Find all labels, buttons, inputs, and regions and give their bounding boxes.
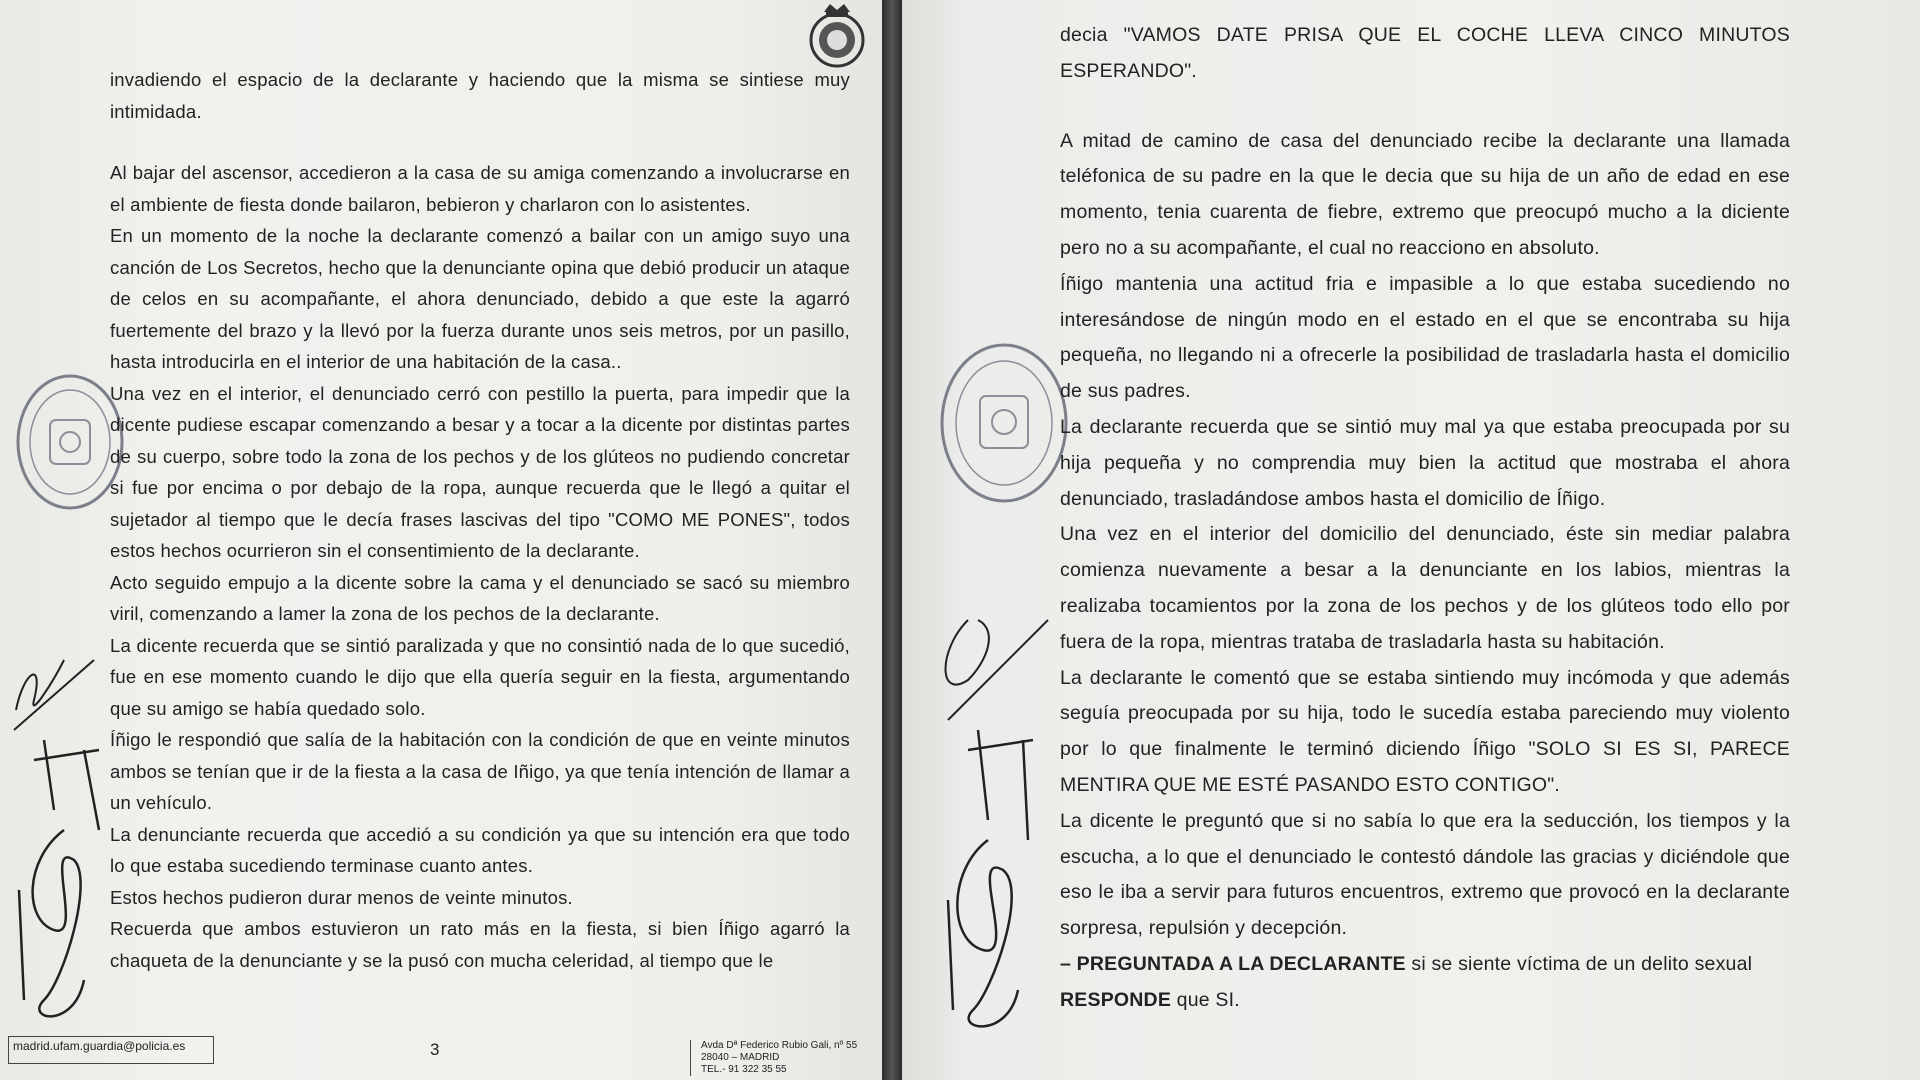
footer-address <box>690 1040 882 1076</box>
signature-icon <box>4 600 114 1040</box>
left-page-body <box>110 64 850 976</box>
official-stamp-icon <box>938 340 1070 506</box>
paragraph: La declarante le comentó que se estaba sintiendo muy incómoda y que además seguía preocupada por su hija, todo le sucedía estaba pareciendo muy violento por lo que finalmente le terminó diciendo Íñigo "SOLO SI ES SI, PARECE MENTIRA QUE ME ESTÉ PASANDO ESTO CONTIGO". <box>1060 666 1790 796</box>
final-question <box>1060 947 1790 983</box>
paragraph: Acto seguido empujo a la dicente sobre la cama y el denunciado se sacó su miembro viril, comenzando a lamer la zona de los pechos de la declarante. <box>110 571 850 624</box>
page-number: 3 <box>430 1040 440 1059</box>
paragraph: Al bajar del ascensor, accedieron a la casa de su amiga comenzando a involucrarse en el ambiente de fiesta donde bailaron, bebieron y charlaron con lo asistentes. <box>110 162 850 215</box>
paragraph: La declarante recuerda que se sintió muy mal ya que estaba preocupada por su hija pequeña y no comprendia muy bien la actitud que mostraba el ahora denunciado, trasladándose ambos hasta el domicilio de Íñigo. <box>1060 415 1790 510</box>
address-line: 28040 – MADRID <box>701 1052 780 1063</box>
paragraph: Una vez en el interior, el denunciado cerró con pestillo la puerta, para impedir que la dicente pudiese escapar comenzando a besar y a tocar a la dicente por distintas partes de su cuerpo, sobre todo la zona de los pechos y de los glúteos no pudiendo concretar si fue por encima o por debajo de la ropa, aunque recuerda que le llegó a quitar el sujetador al tiempo que le decía frases lascivas del tipo "COMO ME PONES", todos estos hechos ocurrieron sin el consentimiento de la declarante. <box>110 382 850 561</box>
address-line: Avda Dª Federico Rubio Gali, nº 55 <box>701 1040 858 1051</box>
signature-icon <box>928 560 1058 1040</box>
paragraph: Íñigo le respondió que salía de la habitación con la condición de que en veinte minutos ambos se tenían que ir de la fiesta a la casa de Iñigo, ya que tenía intención de llamar a un vehículo. <box>110 729 850 813</box>
paragraph: Una vez en el interior del domicilio del denunciado, éste sin mediar palabra comienza nuevamente a besar a la denunciante en los labios, mientras la realizaba tocamientos por la zona de los pechos y de los glúteos todo ello por fuera de la ropa, mientras trataba de trasladarla hasta su habitación. <box>1060 523 1790 653</box>
police-crest-icon <box>806 0 868 70</box>
paragraph: La dicente le preguntó que si no sabía lo que era la seducción, los tiempos y la escucha, a lo que el denunciado le contestó dándole las gracias y diciéndole que eso le iba a servir para futuros encuentros, extremo que provocó en la declarante sorpresa, repulsión y decepción. <box>1060 809 1790 940</box>
response-label: RESPONDE <box>1060 988 1172 1011</box>
left-document-page <box>0 0 882 1080</box>
response-text: que SI. <box>1171 988 1240 1011</box>
final-response <box>1060 983 1790 1019</box>
paragraph: Recuerda que ambos estuvieron un rato más en la fiesta, si bien Íñigo agarró la chaqueta de la denunciante y se la pusó con mucha celeridad, al tiempo que le <box>110 918 850 971</box>
question-text: si se siente víctima de un delito sexual <box>1405 952 1753 975</box>
paragraph: Íñigo mantenia una actitud fria e impasible a lo que estaba sucediendo no interesándose de ningún modo en el estado en el que se encontraba su hija pequeña, no llegando ni a ofrecerle la posibilidad de trasladarla hasta el domicilio de sus padres. <box>1060 272 1790 403</box>
paragraph: La denunciante recuerda que accedió a su condición ya que su intención era que todo lo que estaba sucediendo terminase cuanto antes. <box>110 823 850 876</box>
paragraph: Estos hechos pudieron durar menos de veinte minutos. <box>110 886 573 908</box>
page-gutter <box>882 0 902 1080</box>
paragraph: A mitad de camino de casa del denunciado recibe la declarante una llamada teléfonica de su padre en la que le decia que su hija de un año de edad en ese momento, tenia cuarenta de fiebre, extremo que preocupó mucho a la diciente pero no a su acompañante, el cual no reacciono en absoluto. <box>1060 129 1790 259</box>
footer-email: madrid.ufam.guardia@policia.es <box>8 1036 214 1064</box>
paragraph: decia "VAMOS DATE PRISA QUE EL COCHE LLEVA CINCO MINUTOS ESPERANDO". <box>1060 24 1790 82</box>
right-page-body <box>1060 18 1790 1019</box>
paragraph: La dicente recuerda que se sintió paralizada y que no consintió nada de lo que sucedió, fue en ese momento cuando le dijo que ella quería seguir en la fiesta, argumentando que su amigo se había quedado solo. <box>110 634 850 719</box>
address-line: TEL.- 91 322 35 55 <box>701 1064 787 1075</box>
question-label: – PREGUNTADA A LA DECLARANTE <box>1060 952 1406 975</box>
paragraph: En un momento de la noche la declarante comenzó a bailar con un amigo suyo una canción de Los Secretos, hecho que la denunciante opina que debió producir un ataque de celos en su acompañante, el ahora denunciado, debido a que este la agarró fuertemente del brazo y la llevó por la fuerza durante unos seis metros, por un pasillo, hasta introducirla en el interior de una habitación de la casa.. <box>110 225 850 372</box>
right-document-page <box>902 0 1920 1080</box>
paragraph: invadiendo el espacio de la declarante y haciendo que la misma se sintiese muy intimidada. <box>110 69 850 122</box>
